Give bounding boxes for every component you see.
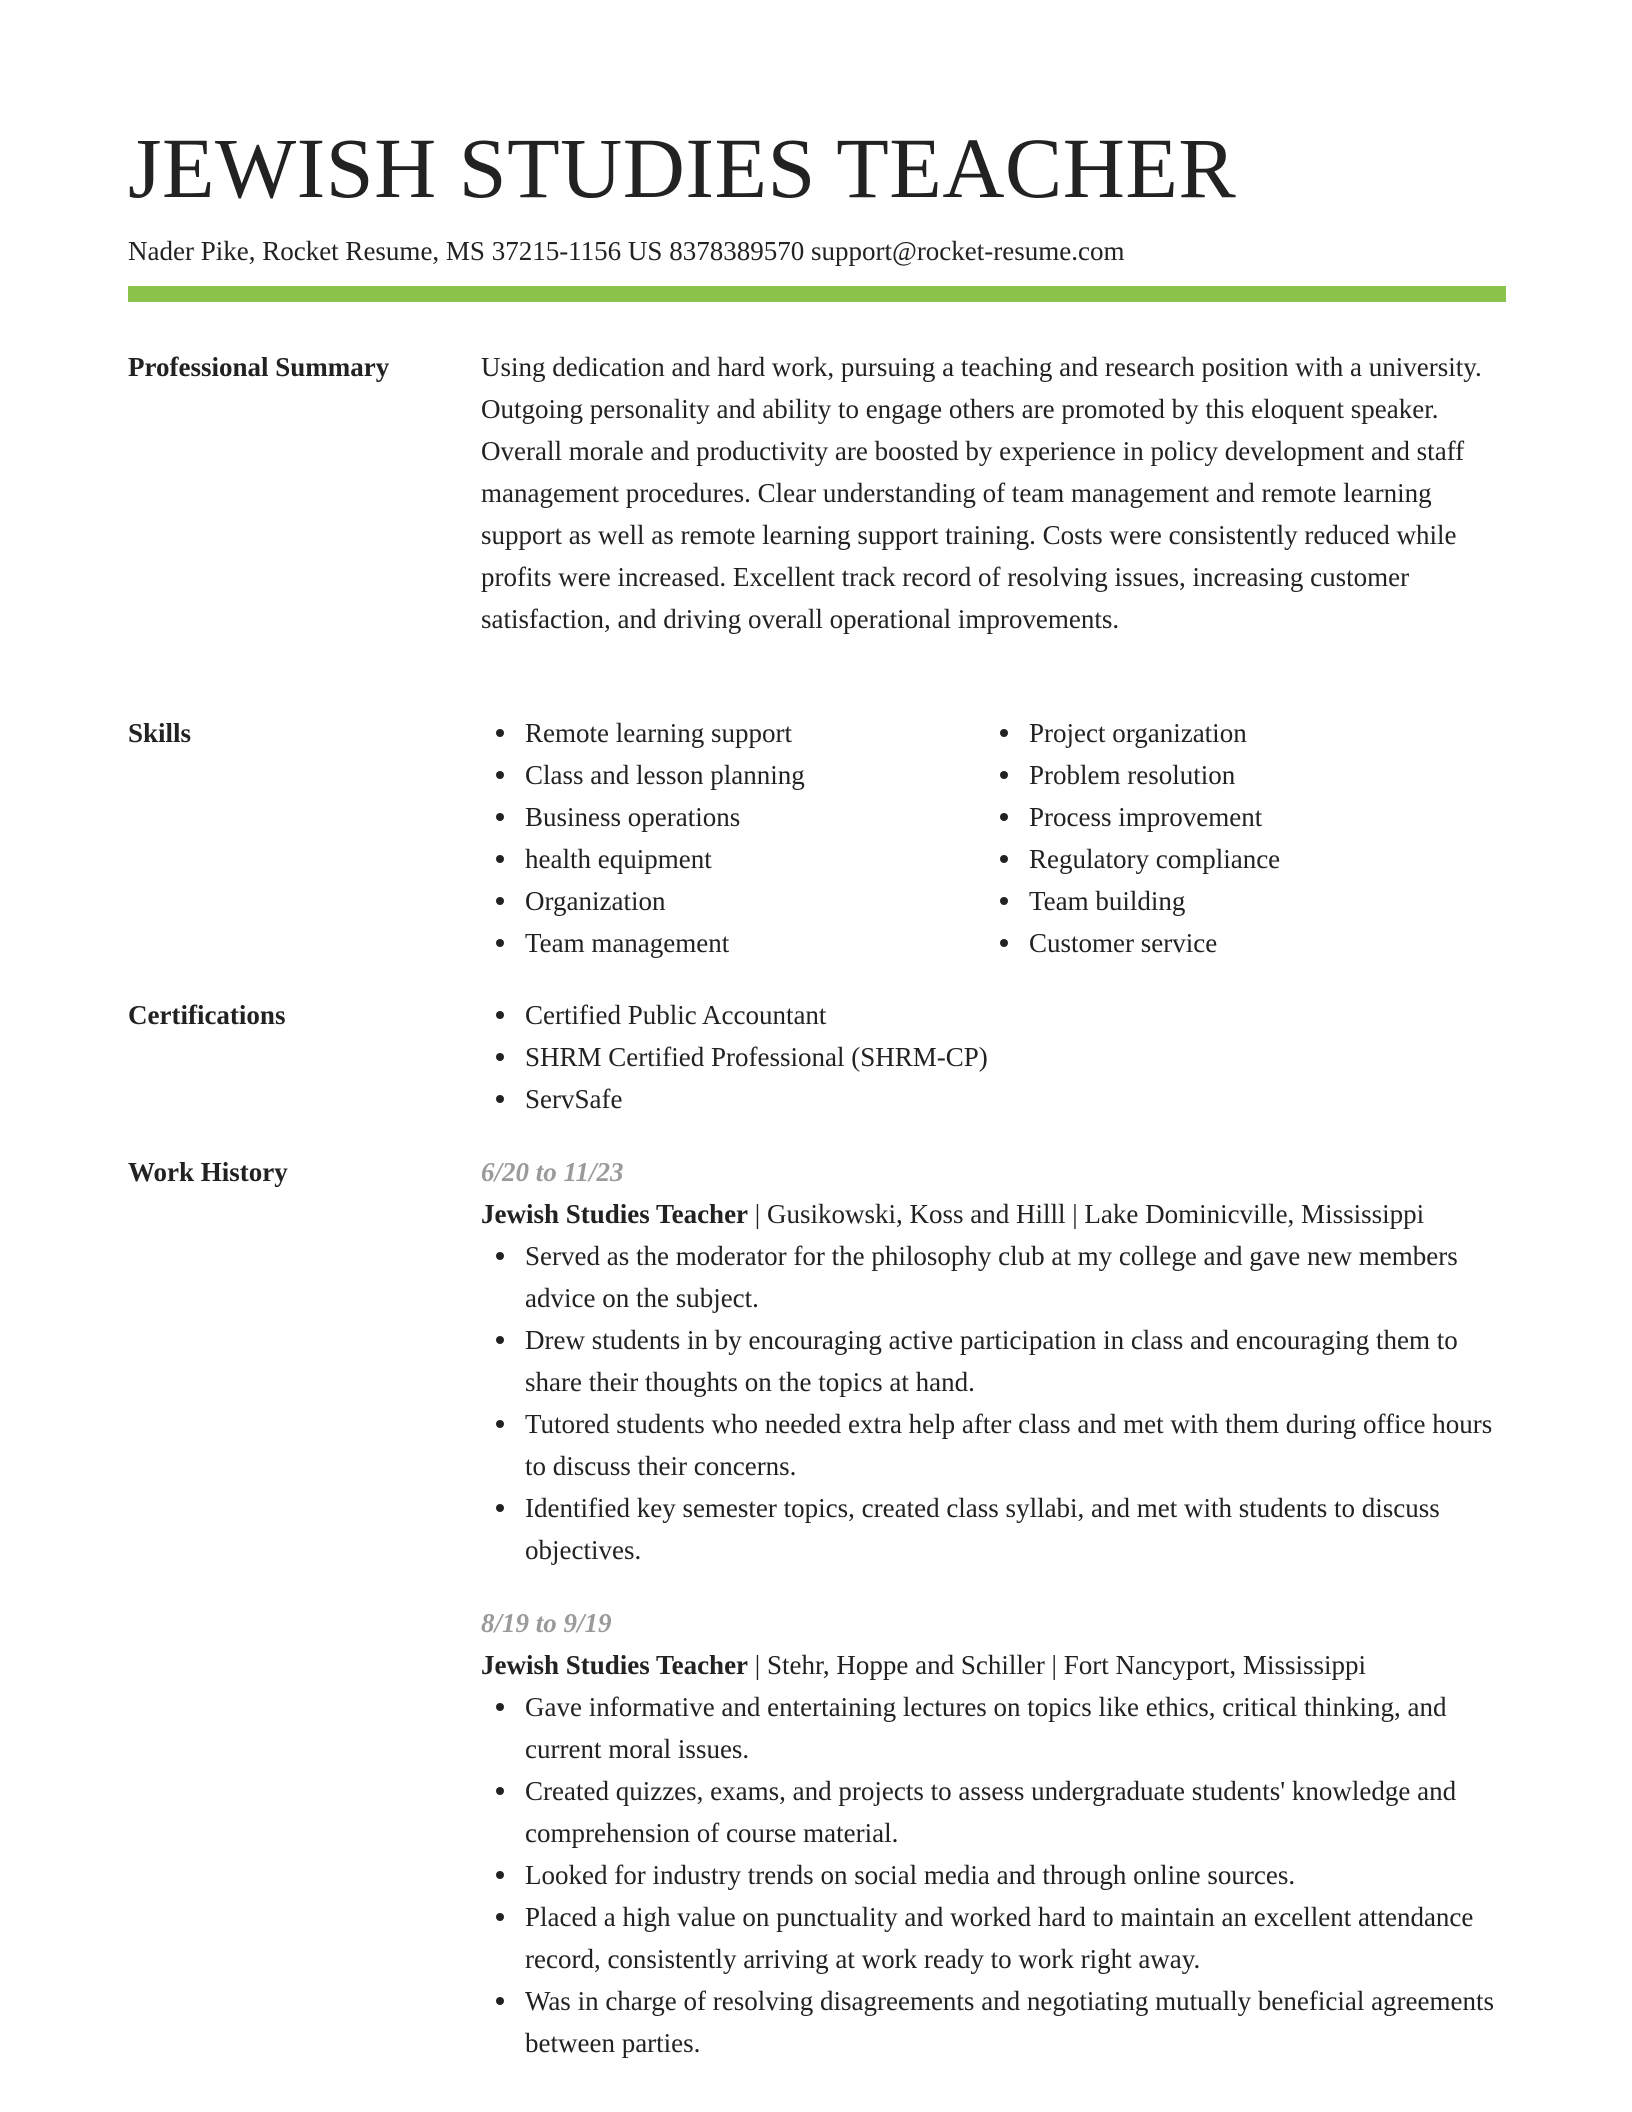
- contact-line: Nader Pike, Rocket Resume, MS 37215-1156 US 8378389570 support@rocket-resume.com: [128, 236, 1125, 266]
- skills-column-right: [985, 712, 1489, 964]
- skill-item: Remote learning support: [481, 712, 985, 754]
- page-title: JEWISH STUDIES TEACHER: [128, 120, 1237, 216]
- certification-item: ServSafe: [481, 1078, 1506, 1120]
- job-dates: 8/19 to 9/19: [481, 1608, 612, 1638]
- skill-item: Process improvement: [985, 796, 1489, 838]
- job-duty-item: Gave informative and entertaining lectures on topics like ethics, critical thinking, and current moral issues.: [481, 1686, 1506, 1770]
- job-duty-item: Placed a high value on punctuality and worked hard to maintain an excellent attendance record, consistently arriving at work ready to work right away.: [481, 1896, 1506, 1980]
- job-title: Jewish Studies Teacher: [481, 1650, 749, 1680]
- skills-body: [481, 712, 1506, 964]
- job-heading: [481, 1644, 1506, 1686]
- skills-column-left: [481, 712, 985, 964]
- job-duties: [481, 1235, 1506, 1571]
- certification-item: Certified Public Accountant: [481, 994, 1506, 1036]
- job-employer-location: | Gusikowski, Koss and Hilll | Lake Dominicville, Mississippi: [748, 1199, 1425, 1229]
- job-dates: 6/20 to 11/23: [481, 1157, 624, 1187]
- job-duty-item: Created quizzes, exams, and projects to assess undergraduate students' knowledge and comprehension of course material.: [481, 1770, 1506, 1854]
- certifications-heading: Certifications: [128, 1000, 286, 1030]
- skill-item: Class and lesson planning: [481, 754, 985, 796]
- skills-heading: Skills: [128, 718, 192, 748]
- summary-body: [481, 346, 1506, 640]
- job-duty-item: Served as the moderator for the philosophy club at my college and gave new members advice on the subject.: [481, 1235, 1506, 1319]
- accent-divider: [128, 286, 1506, 302]
- job-entry: [481, 1151, 1506, 1571]
- job-entry: [481, 1602, 1506, 2064]
- skill-item: health equipment: [481, 838, 985, 880]
- work-history-body: [481, 1151, 1506, 2064]
- certification-item: SHRM Certified Professional (SHRM-CP): [481, 1036, 1506, 1078]
- skill-item: Customer service: [985, 922, 1489, 964]
- skill-item: Team management: [481, 922, 985, 964]
- summary-text: Using dedication and hard work, pursuing a teaching and research position with a university. Outgoing personality and ability to engage others are promoted by this eloquent speaker. Overall morale and productivity are boosted by experience in policy development and staff management procedures. Clear understanding of team management and remote learning support as well as remote learning support training. Costs were consistently reduced while profits were increased. Excellent track record of resolving issues, increasing customer satisfaction, and driving overall operational improvements.: [481, 352, 1482, 634]
- resume-header: [128, 118, 1506, 268]
- skill-item: Problem resolution: [985, 754, 1489, 796]
- job-duty-item: Tutored students who needed extra help after class and met with them during office hours to discuss their concerns.: [481, 1403, 1506, 1487]
- job-employer-location: | Stehr, Hoppe and Schiller | Fort Nancyport, Mississippi: [748, 1650, 1366, 1680]
- skill-item: Project organization: [985, 712, 1489, 754]
- job-duties: [481, 1686, 1506, 2064]
- job-duty-item: Identified key semester topics, created class syllabi, and met with students to discuss objectives.: [481, 1487, 1506, 1571]
- skill-item: Organization: [481, 880, 985, 922]
- skill-item: Business operations: [481, 796, 985, 838]
- job-title: Jewish Studies Teacher: [481, 1199, 749, 1229]
- job-heading: [481, 1193, 1506, 1235]
- certifications-body: [481, 994, 1506, 1120]
- summary-heading: Professional Summary: [128, 352, 390, 382]
- job-duty-item: Drew students in by encouraging active participation in class and encouraging them to share their thoughts on the topics at hand.: [481, 1319, 1506, 1403]
- skill-item: Team building: [985, 880, 1489, 922]
- work-history-heading: Work History: [128, 1157, 288, 1187]
- job-duty-item: Was in charge of resolving disagreements and negotiating mutually beneficial agreements between parties.: [481, 1980, 1506, 2064]
- skill-item: Regulatory compliance: [985, 838, 1489, 880]
- job-duty-item: Looked for industry trends on social media and through online sources.: [481, 1854, 1506, 1896]
